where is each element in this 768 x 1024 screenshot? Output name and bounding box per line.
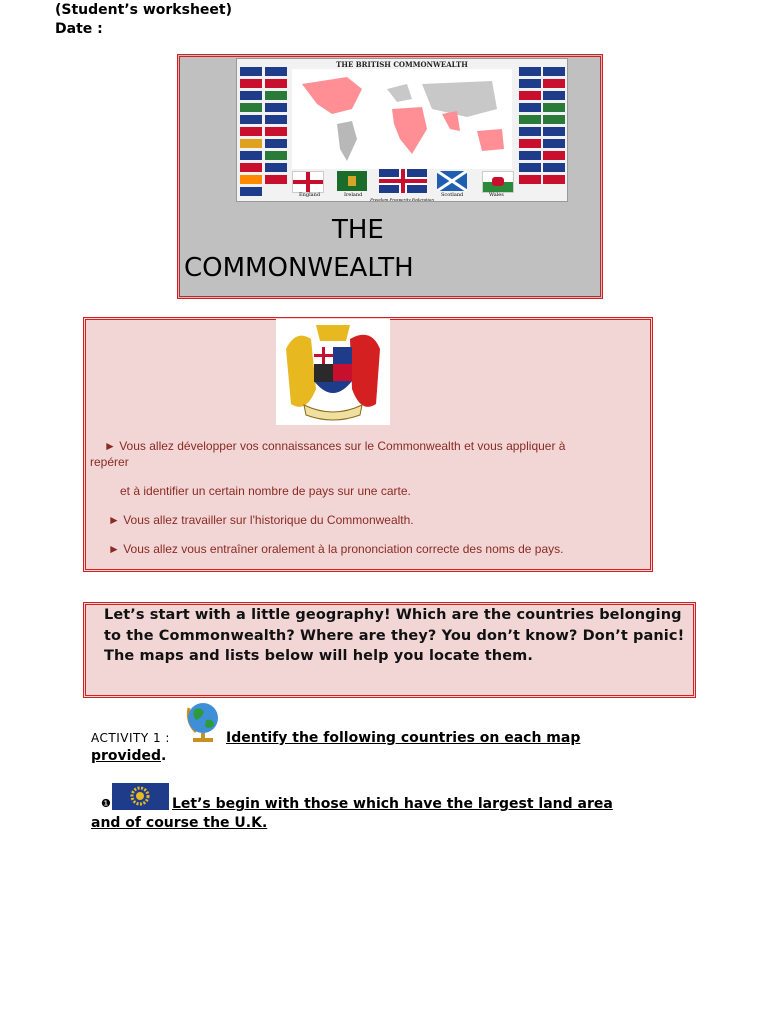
map-label-ireland: Ireland — [344, 192, 363, 198]
ireland-flag-icon — [337, 171, 367, 191]
worksheet-label: (Student’s worksheet) — [55, 2, 232, 18]
england-flag-icon — [292, 171, 324, 193]
map-footer-motto: Freedom Prosperity Federation — [370, 197, 434, 202]
title-line-commonwealth: COMMONWEALTH — [184, 253, 414, 283]
intro-box — [83, 602, 696, 698]
objectives-box — [83, 317, 653, 572]
intro-text: Let’s start with a little geography! Which are the countries belonging to the Commonwealth? Where are they? You don’t know? Don’t panic! The maps and lists below will help you locate them. — [104, 607, 685, 664]
objective-1-continued: repérer — [90, 455, 129, 469]
step-text-continued: and of course the U.K. — [91, 815, 268, 831]
title-line-the: THE — [332, 215, 384, 245]
left-flags-column-2 — [265, 67, 287, 187]
step-text: Let’s begin with those which have the largest land area — [172, 796, 613, 812]
activity-instruction-end — [91, 747, 166, 765]
objective-1-end: et à identifier un certain nombre de pays sur une carte. — [120, 484, 411, 498]
map-label-scotland: Scotland — [441, 192, 464, 198]
commonwealth-map-image — [236, 58, 568, 202]
right-flags-column-2 — [543, 67, 565, 187]
title-box — [177, 54, 603, 299]
world-map-graphic — [292, 69, 512, 169]
wales-flag-icon — [482, 171, 514, 193]
commonwealth-emblem-icon — [112, 783, 169, 810]
activity-instruction: Identify the following countries on each map — [226, 730, 581, 746]
scotland-flag-icon — [437, 171, 467, 191]
left-flags-column — [240, 67, 262, 199]
right-flags-column — [519, 67, 541, 187]
objective-1: ► Vous allez développer vos connaissances sur le Commonwealth et vous appliquer à — [104, 439, 566, 453]
union-jack-icon — [379, 169, 427, 193]
step-bullet: ❶ — [101, 797, 111, 810]
objective-2: ► Vous allez travailler sur l'historique du Commonwealth. — [108, 513, 414, 527]
coat-of-arms-image — [276, 319, 390, 425]
activity-instruction-period: . — [161, 748, 167, 764]
date-label: Date : — [55, 21, 103, 37]
activity-label: ACTIVITY 1 : — [91, 731, 170, 745]
globe-icon — [184, 698, 222, 748]
map-label-wales: Wales — [489, 192, 504, 198]
objective-3: ► Vous allez vous entraîner oralement à la prononciation correcte des noms de pays. — [108, 542, 564, 556]
activity-instruction-provided: provided — [91, 748, 162, 764]
map-label-england: England — [299, 192, 321, 198]
map-caption: THE BRITISH COMMONWEALTH — [336, 60, 468, 69]
